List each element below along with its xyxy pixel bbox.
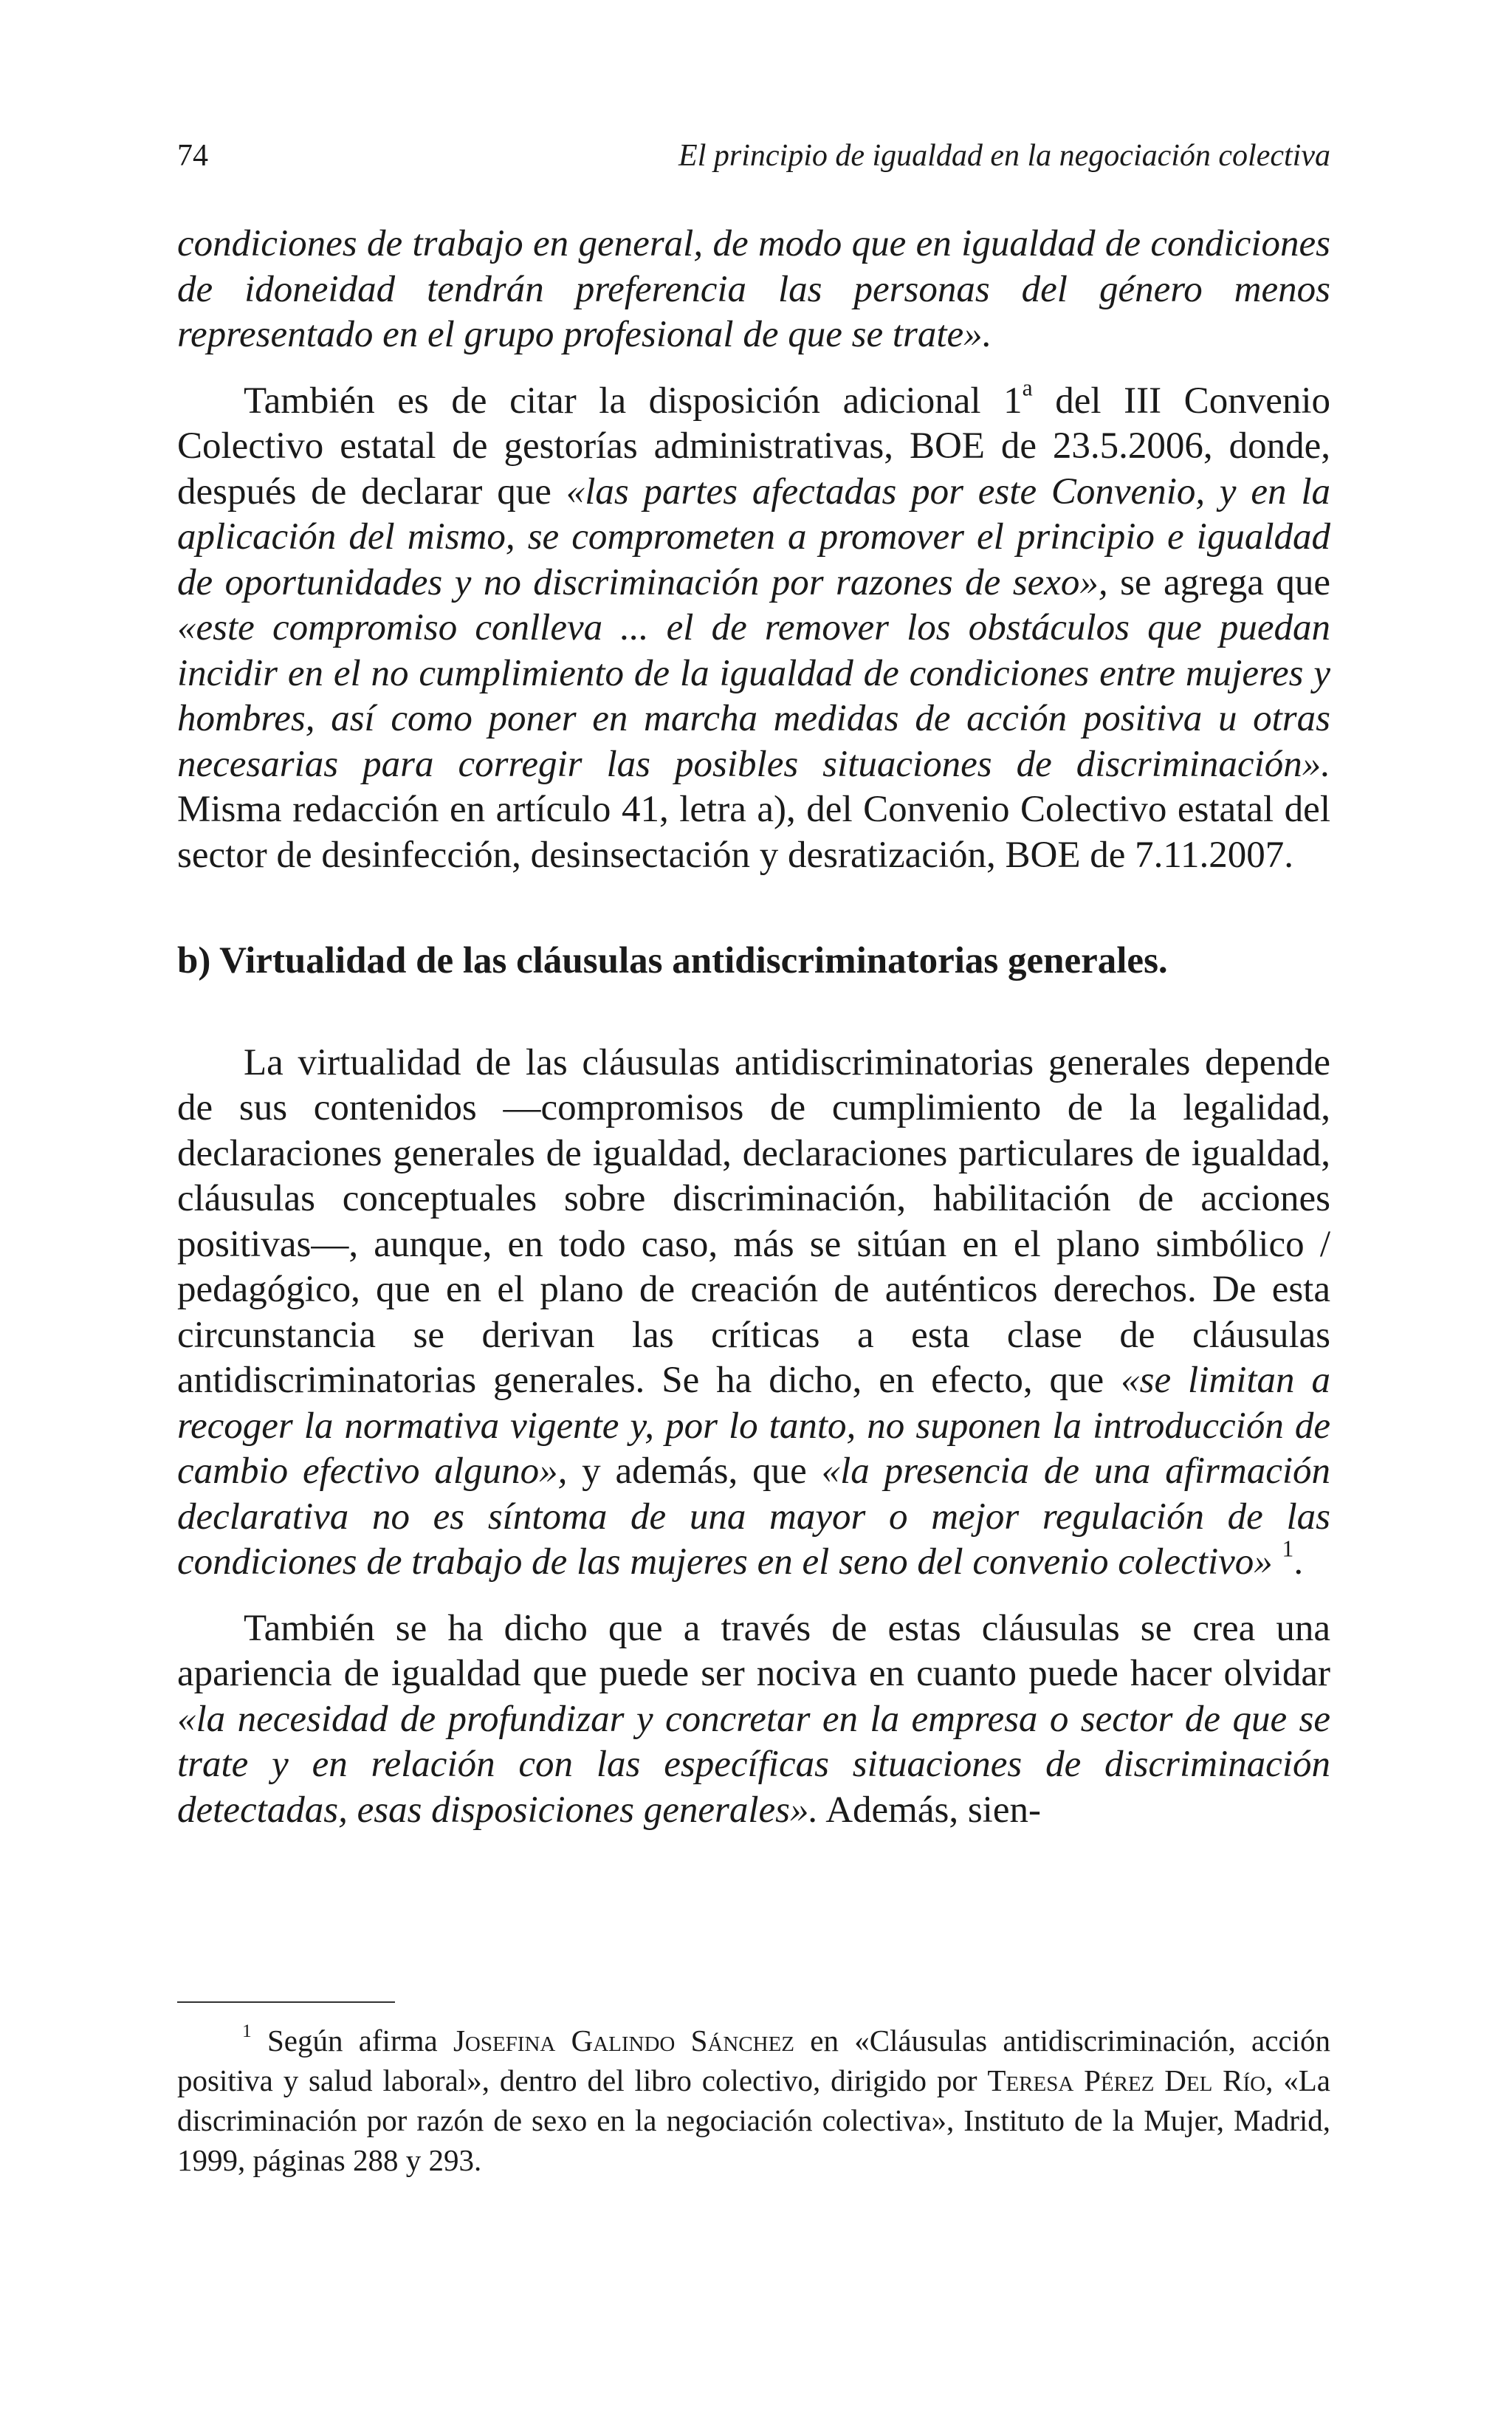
footnote-number: 1 [242,2020,252,2041]
author-name: Teresa Pérez Del Río [987,2063,1266,2097]
section-heading: b) Virtualidad de las cláusulas antidiscriminatorias generales. [177,940,1168,981]
quote-text: «este compromiso conlleva ... el de remover los obstáculos que puedan incidir en el no cumplimiento de la igualdad de condiciones entre mujeres y hombres, así como poner en marcha medidas de acción positiva u otras necesarias para corregir las posibles situaciones de discriminación». [177,607,1330,785]
page-header [177,137,1330,174]
ordinal-superscript: a [1022,374,1033,400]
paragraph-apariencia-igualdad: También se ha dicho que a través de estas cláusulas se crea una apariencia de igualdad que puede ser nociva en cuanto puede hacer olvidar «la necesidad de profundizar y concretar en la empresa o sector de que se trate y en relación con las específicas situaciones de discriminación detectadas, esas disposiciones generales». Además, sien- [177,1607,1330,1831]
quote-text: «la presencia de una afirmación declarativa no es síntoma de una mayor o mejor regulación de las condiciones de trabajo de las mujeres en el seno del convenio colectivo» [177,1450,1331,1583]
running-title: El principio de igualdad en la negociación colectiva [678,139,1330,173]
quote-text: «las partes afectadas por este Convenio, y en la aplicación del mismo, se comprometen a promover el principio e igualdad de oportunidades y no discriminación por razones de sexo», [177,470,1331,603]
quote-text: «la necesidad de profundizar y concretar en la empresa o sector de que se trate y en relación con las específicas situaciones de discriminación detectadas, esas disposiciones generales». [177,1698,1330,1831]
footnote-divider [177,2001,395,2003]
quote-text: «se limitan a recoger la normativa vigente y, por lo tanto, no suponen la introducción de cambio efectivo alguno», [177,1360,1330,1492]
footnotes [177,2021,1330,2180]
quote-text: condiciones de trabajo en general, de modo que en igualdad de condiciones de idoneidad tendrán preferencia las personas del género menos representado en el grupo profesional de que se trate». [177,223,1330,355]
paragraph-quote-continuation [177,222,1330,358]
page-number: 74 [177,139,208,173]
body-text [177,222,1330,1833]
footnote-1: $^1$ Según afirma Josefina Galindo Sánchez en «Cláusulas antidiscriminación, acción positiva y salud laboral», dentro del libro colectivo, dirigido por Teresa Pérez Del Río, «La discriminación por razón de sexo en la negociación colectiva», Instituto de la Mujer, Madrid, 1999, páginas 288 y 293. [177,2020,1330,2177]
author-name: Josefina Galindo Sánchez [453,2024,794,2058]
footnote-reference[interactable]: 1 [1282,1535,1294,1562]
paragraph-disposicion-adicional: También es de citar la disposición adicional 1$^a$ del III Convenio Colectivo estatal de gestorías administrativas, BOE de 23.5.2006, donde, después de declarar que «las partes afectadas por este Convenio, y en la aplicación del mismo, se comprometen a promover el principio e igualdad de oportunidades y no discriminación por razones de sexo», se agrega que «este compromiso conlleva ... el de remover los obstáculos que puedan incidir en el no cumplimiento de la igualdad de condiciones entre mujeres y hombres, así como poner en marcha medidas de acción positiva u otras necesarias para corregir las posibles situaciones de discriminación». Misma redacción en artículo 41, letra a), del Convenio Colectivo estatal del sector de desinfección, desinsectación y desratización, BOE de 7.11.2007. [177,374,1331,876]
paragraph-virtualidad: La virtualidad de las cláusulas antidiscriminatorias generales depende de sus contenidos —compromisos de cumplimiento de la legalidad, declaraciones generales de igualdad, declaraciones particulares de igualdad, cláusulas conceptuales sobre discriminación, habilitación de acciones positivas—, aunque, en todo caso, más se sitúan en el plano simbólico / pedagógico, que en el plano de creación de auténticos derechos. De esta circunstancia se derivan las críticas a esta clase de cláusulas antidiscriminatorias generales. Se ha dicho, en efecto, que «se limitan a recoger la normativa vigente y, por lo tanto, no suponen la introducción de cambio efectivo alguno», y además, que «la presencia de una afirmación declarativa no es síntoma de una mayor o mejor regulación de las condiciones de trabajo de las mujeres en el seno del convenio colectivo» $^1$. [177,1041,1331,1583]
